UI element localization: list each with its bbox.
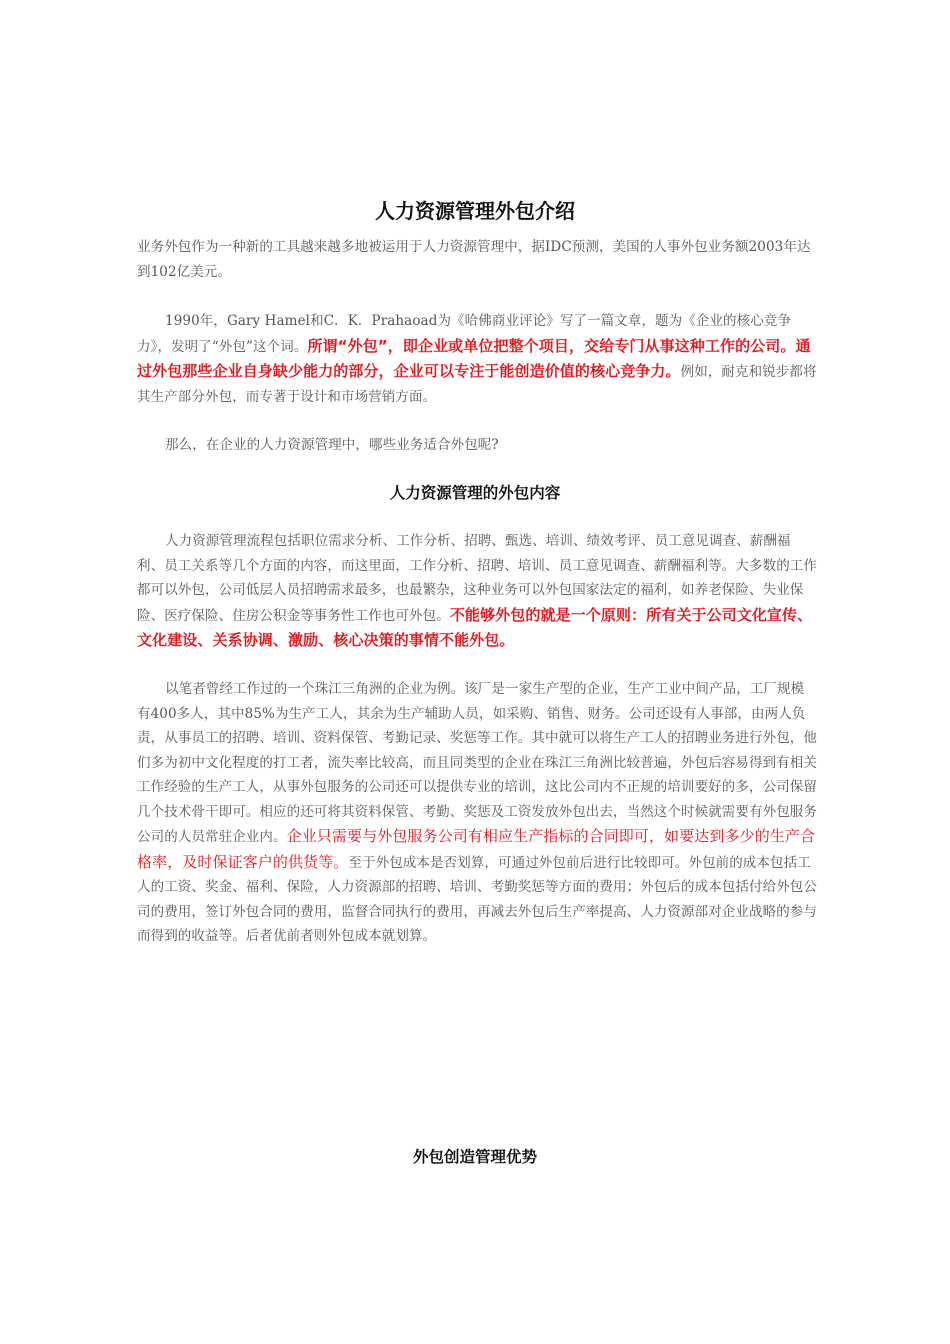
section-heading-outsourcing-content: 人力资源管理的外包内容 [389, 484, 561, 502]
paragraph-case-example [137, 677, 817, 949]
highlighted-contract-note: 企业只需要与外包服务公司有相应生产指标的合同即可，如要达到多少的生产合格率，及时保证客户的供货等。 [137, 827, 816, 871]
paragraph-outsourcing-content [137, 529, 817, 654]
highlighted-definition: 所谓“外包”，即企业或单位把整个项目，交给专门从事这种工作的公司。通过外包那些企业自身缺少能力的部分，企业可以专注于能创造价值的核心竞争力。 [137, 336, 811, 380]
document-title: 人力资源管理外包介绍 [375, 199, 575, 223]
intro-paragraph [137, 235, 817, 284]
section-heading-management-advantage: 外包创造管理优势 [412, 1148, 537, 1166]
paragraph-text: 人力资源管理流程包括职位需求分析、工作分析、招聘、甄选、培训、绩效考评、员工意见调查、薪酬福利、员工关系等几个方面的内容，而这里面，工作分析、招聘、培训、员工意见调查、薪酬福利等。大多数的工作都可以外包，公司低层人员招聘需求最多，也最繁杂，这种业务可以外包国家法定的福利，如养老保险、失业保险、医疗保险、住房公积金等事务性工作也可外包。 [137, 533, 817, 624]
highlighted-principle: 不能够外包的就是一个原则：所有关于公司文化宣传、文化建设、关系协调、激励、核心决策的事情不能外包。 [137, 605, 813, 649]
paragraph-question [137, 433, 817, 458]
paragraph-text: 1990年，Gary Hamel和C．K．Prahaoad为《哈佛商业评论》写了一篇文章，题为《企业的核心竞争力》，发明了“外包”这个词。 [137, 313, 792, 355]
paragraph-outsourcing-definition [137, 309, 817, 409]
paragraph-text: 那么，在企业的人力资源管理中，哪些业务适合外包呢? [165, 437, 499, 453]
paragraph-text: 以笔者曾经工作过的一个珠江三角洲的企业为例。该厂是一家生产型的企业，生产工业中间产品，工厂规模有400多人，其中85%为生产工人，其余为生产辅助人员，如采购、销售、财务。公司还设有人事部，由两人负责，从事员工的招聘、培训、资料保管、考勤记录、奖惩等工作。其中就可以将生产工人的招聘业务进行外包，他们多为初中文化程度的打工者，流失率比较高，而且同类型的企业在珠江三角洲比较普遍，外包后容易得到有相关工作经验的生产工人，从事外包服务的公司还可以提供专业的培训，这比公司内不正规的培训要好的多，公司保留几个技术骨干即可。相应的还可将其资料保管、考勤、奖惩及工资发放外包出去，当然这个时候就需要有外包服务公司的人员常驻企业内。 [137, 681, 817, 845]
paragraph-text: 例如，耐克和锐步都将其生产部分外包，而专著于设计和市场营销方面。 [137, 364, 817, 405]
paragraph-text: 至于外包成本是否划算，可通过外包前后进行比较即可。外包前的成本包括工人的工资、奖金、福利、保险，人力资源部的招聘、培训、考勤奖惩等方面的费用；外包后的成本包括付给外包公司的费用，签订外包合同的费用，监督合同执行的费用，再减去外包后生产率提高、人力资源部对企业战略的参与而得到的收益等。后者优前者则外包成本就划算。 [137, 854, 817, 944]
intro-text: 业务外包作为一种新的工具越来越多地被运用于人力资源管理中，据IDC预测，美国的人事外包业务额2003年达到102亿美元。 [137, 239, 811, 280]
